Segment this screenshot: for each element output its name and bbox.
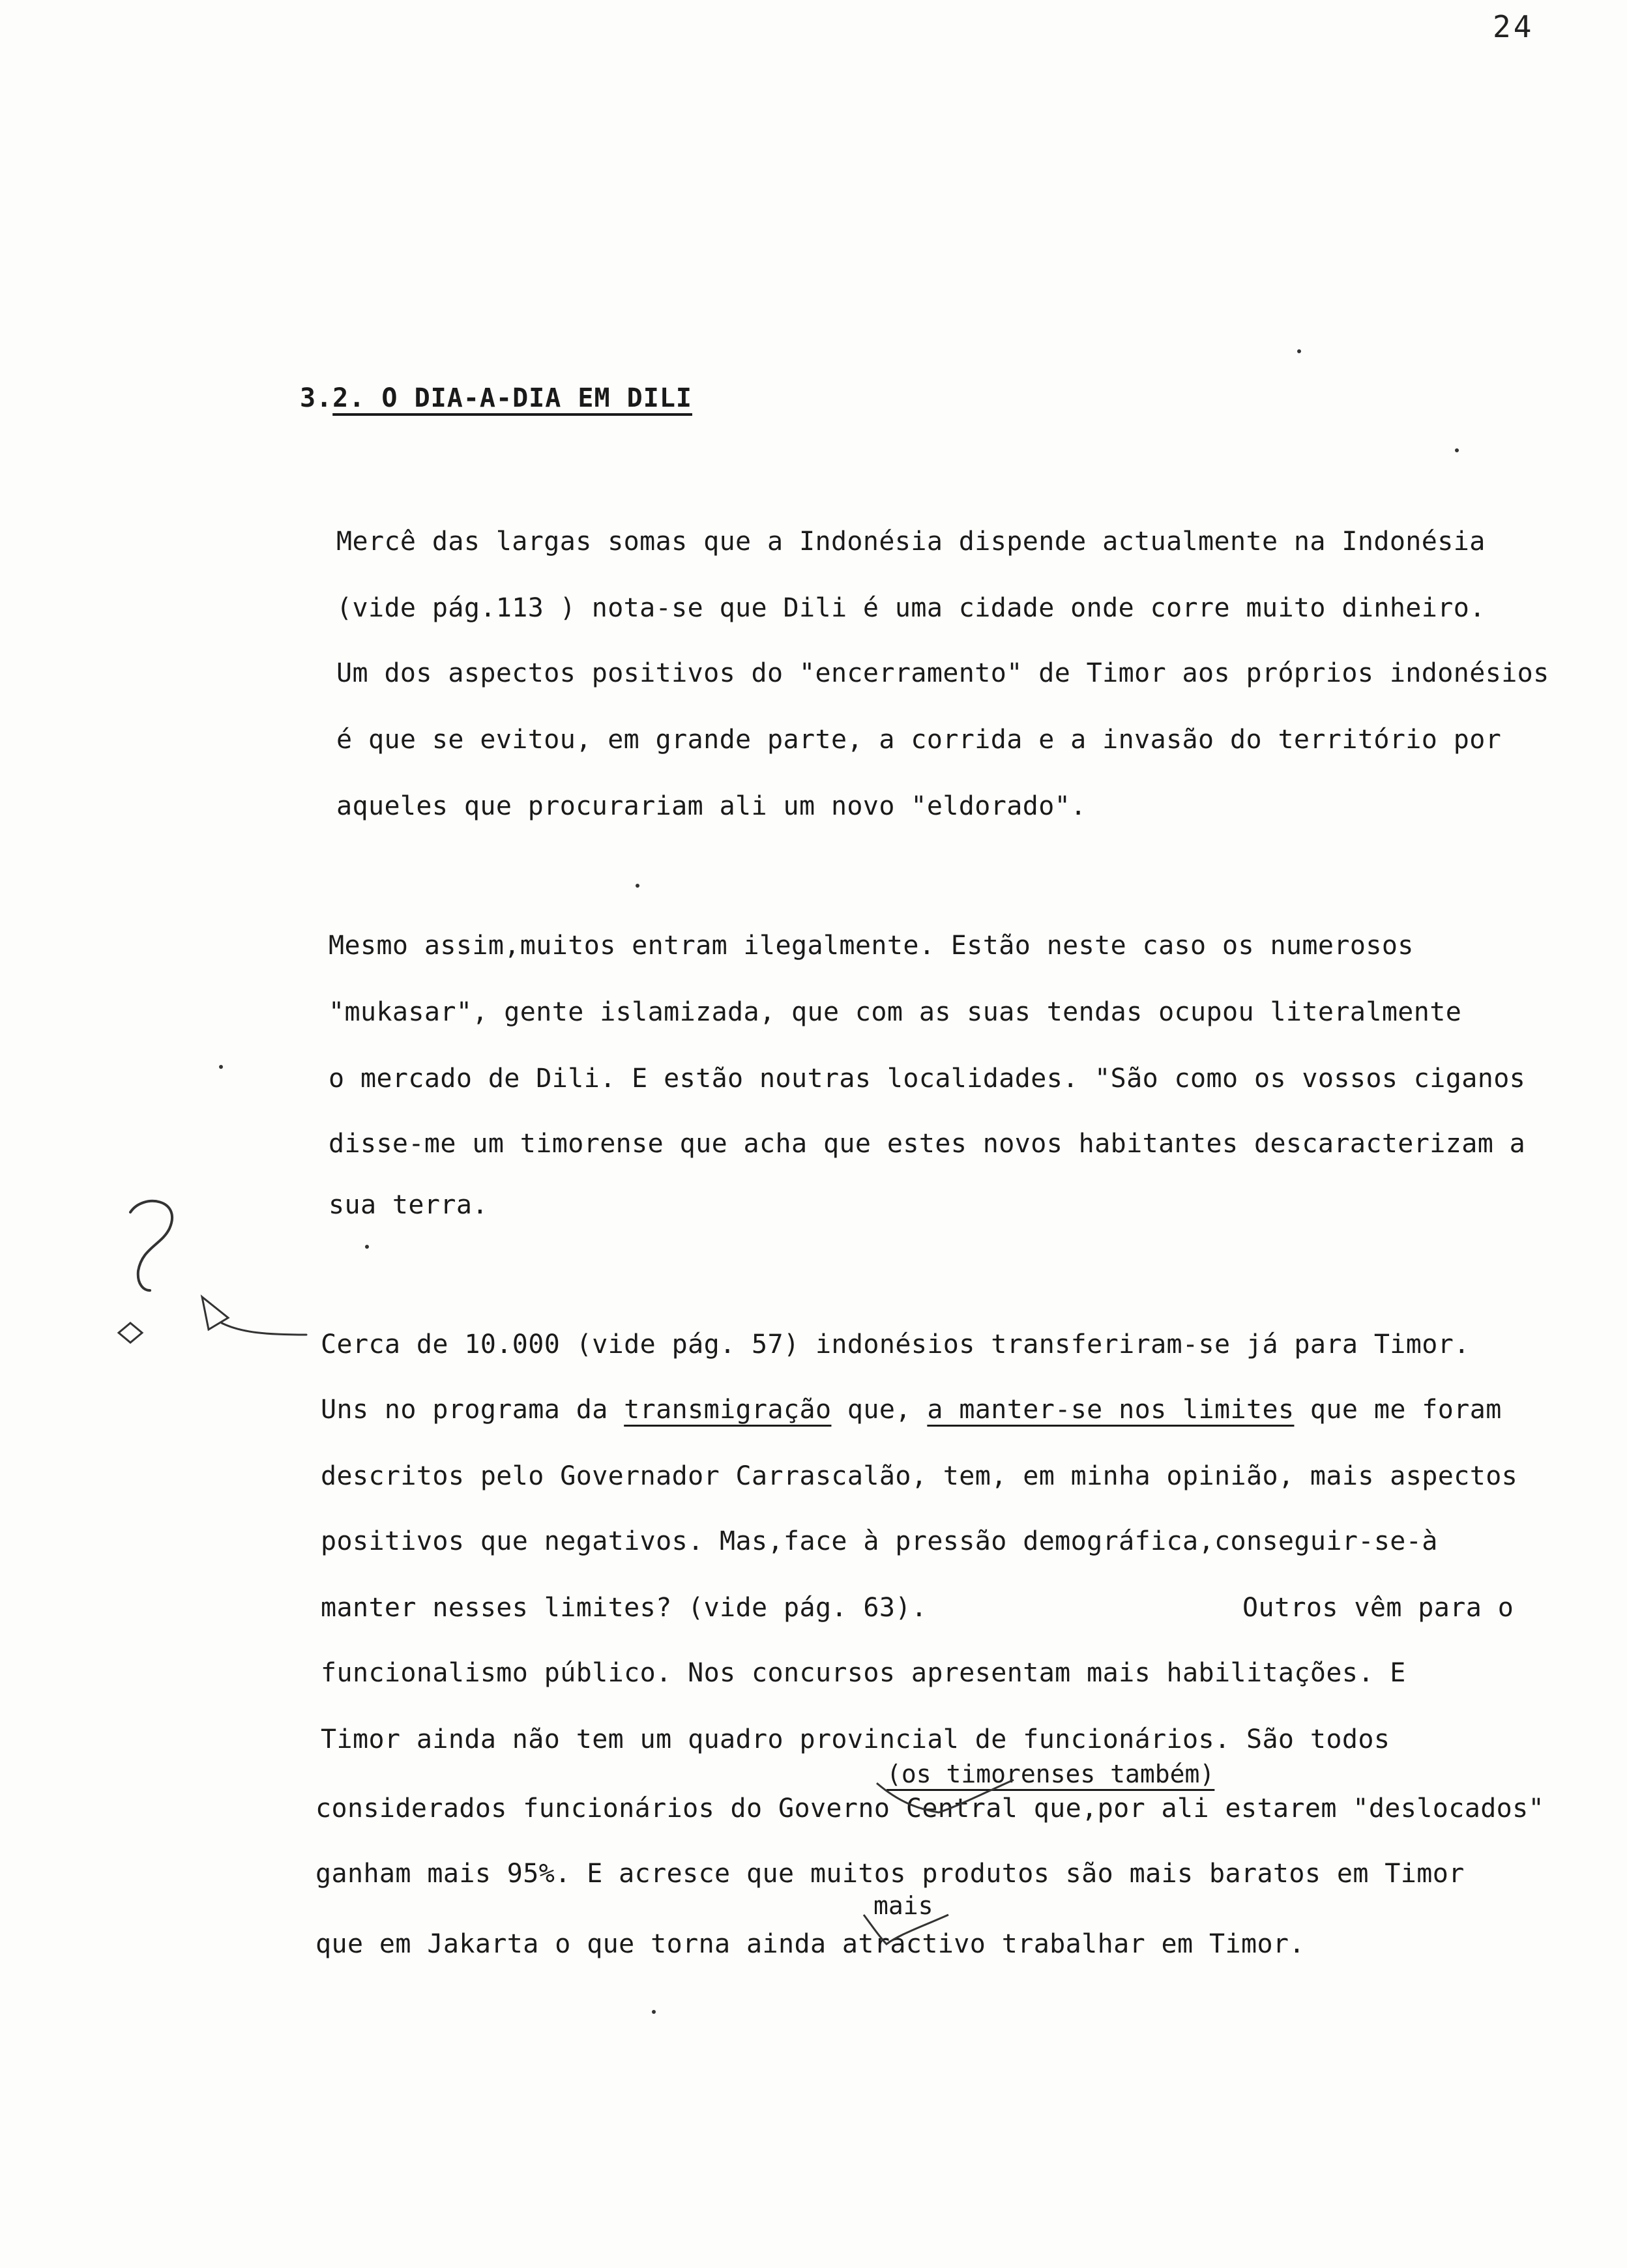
paragraph-1-line-4: é que se evitou, em grande parte, a corrida e a invasão do território por [336,725,1502,755]
text-segment: que me foram [1294,1395,1502,1425]
paragraph-3-line-5b: Outros vêm para o [1242,1593,1514,1623]
paragraph-2-line-4: disse-me um timorense que acha que estes novos habitantes descaracterizam a [329,1129,1526,1159]
paragraph-1-line-2: (vide pág.113 ) nota-se que Dili é uma cidade onde corre muito dinheiro. [336,593,1486,623]
paragraph-3-line-4: positivos que negativos. Mas,face à pressão demográfica,conseguir-se-à [321,1526,1438,1556]
paragraph-1-line-3: Um dos aspectos positivos do "encerramento" de Timor aos próprios indonésios [336,658,1549,688]
underlined-phrase: transmigração [624,1395,832,1425]
paragraph-2-line-2: "mukasar", gente islamizada, que com as suas tendas ocupou literalmente [329,997,1462,1027]
paragraph-3-line-2 [321,1395,1502,1425]
paragraph-3-line-3: descritos pelo Governador Carrascalão, tem, em minha opinião, mais aspectos [321,1461,1518,1491]
paragraph-3-line-1: Cerca de 10.000 (vide pág. 57) indonésios transferiram-se já para Timor. [321,1330,1470,1359]
scan-speck [365,1245,369,1249]
paragraph-3-line-9: ganham mais 95%. E acresce que muitos produtos são mais baratos em Timor [315,1859,1465,1889]
paragraph-3-line-8: considerados funcionários do Governo Central que,por ali estarem "deslocados" [315,1794,1545,1824]
scan-speck [1455,448,1459,452]
handwritten-insertion: (os timorenses também) [887,1760,1215,1788]
scan-speck [636,884,639,888]
paragraph-1-line-5: aqueles que procurariam ali um novo "eldorado". [336,791,1087,821]
page-number: 24 [1493,9,1534,44]
text-segment: Uns no programa da [321,1395,624,1425]
paragraph-2-line-5: sua terra. [329,1190,488,1220]
underlined-phrase: a manter-se nos limites [927,1395,1295,1425]
handwritten-insertion-mais: mais [873,1891,933,1920]
section-number: 3. [300,383,333,413]
handwritten-margin-mark [111,1193,319,1362]
paragraph-3-line-6: funcionalismo público. Nos concursos apresentam mais habilitações. E [321,1658,1406,1688]
insertion-caret [873,1777,1017,1816]
scan-speck [652,2010,656,2014]
section-heading [300,383,692,413]
scan-speck [1297,349,1301,353]
paragraph-3-line-10: que em Jakarta o que torna ainda atractivo trabalhar em Timor. [315,1929,1305,1959]
paragraph-2-line-3: o mercado de Dili. E estão noutras localidades. "São como os vossos ciganos [329,1064,1526,1094]
text-segment: que, [831,1395,928,1425]
section-title: 2. O DIA-A-DIA EM DILI [332,383,692,413]
insertion-caret-mais [860,1908,952,1947]
paragraph-3-line-5a: manter nesses limites? (vide pág. 63). [321,1593,928,1623]
paragraph-3-line-7: Timor ainda não tem um quadro provincial de funcionários. São todos [321,1724,1390,1754]
paragraph-2-line-1: Mesmo assim,muitos entram ilegalmente. Estão neste caso os numerosos [329,931,1414,961]
paragraph-1-line-1: Mercê das largas somas que a Indonésia dispende actualmente na Indonésia [336,527,1486,557]
scan-speck [219,1065,223,1069]
